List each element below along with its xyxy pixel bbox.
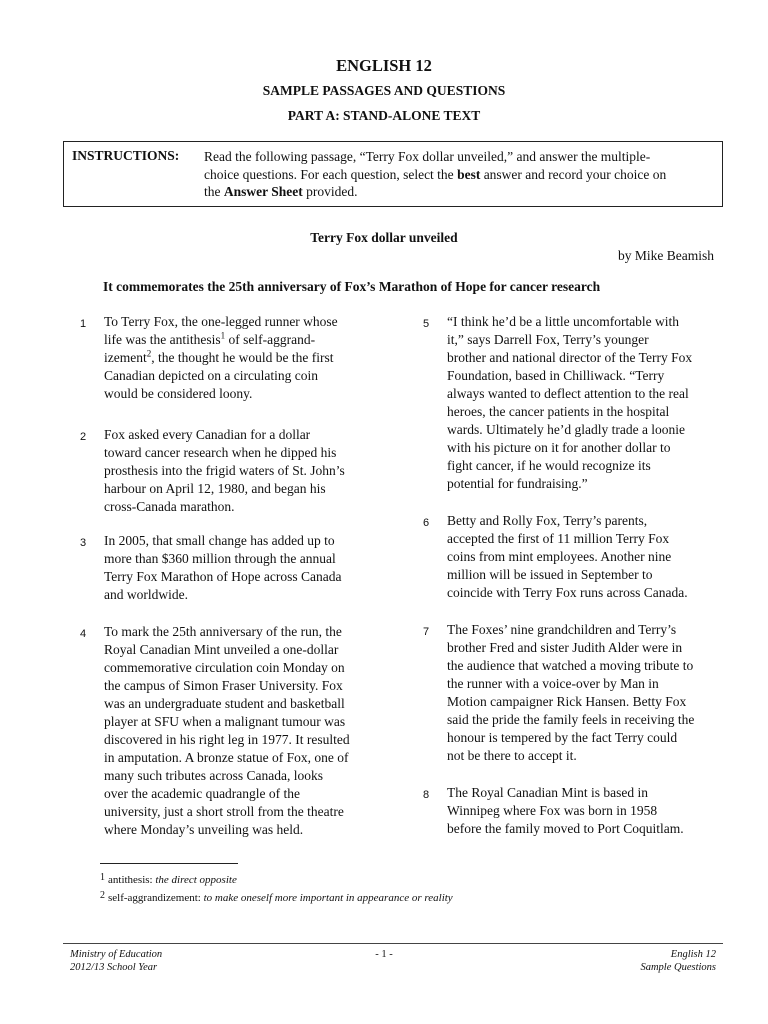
footer-ministry: Ministry of Education bbox=[70, 949, 163, 960]
text-line: always wanted to deflect attention to the real bbox=[447, 386, 689, 401]
text-line: wards. Ultimately he’d gladly trade a loonie bbox=[447, 422, 686, 437]
text-line: potential for fundraising.” bbox=[447, 476, 588, 491]
footnote-ref: 2 bbox=[146, 348, 152, 359]
text-line: and worldwide. bbox=[104, 587, 188, 602]
footer-course: English 12 bbox=[670, 949, 716, 960]
footnote-term: antithesis: bbox=[108, 874, 153, 886]
text-line: it,” says Darrell Fox, Terry’s younger bbox=[447, 332, 649, 347]
passage-subhead: It commemorates the 25th anniversary of Fox’s Marathon of Hope for cancer research bbox=[103, 279, 601, 294]
text-line: honour is tempered by the fact Terry could bbox=[447, 730, 678, 745]
text-line: accepted the first of 11 million Terry Fox bbox=[447, 531, 670, 546]
text-line: Canadian depicted on a circulating coin bbox=[104, 368, 319, 383]
text-line: fight cancer, if he would recognize its bbox=[447, 458, 651, 473]
paragraph-number: 1 bbox=[80, 318, 87, 330]
text-line: player at SFU when a malignant tumour was bbox=[104, 714, 346, 729]
instructions-label: INSTRUCTIONS: bbox=[72, 148, 180, 163]
footnote-divider bbox=[100, 863, 238, 864]
paragraph-number: 8 bbox=[423, 789, 430, 801]
footnote-definition: to make oneself more important in appearance or reality bbox=[203, 892, 453, 904]
instructions-box bbox=[63, 141, 723, 207]
text-line: Motion campaigner Rick Hansen. Betty Fox bbox=[447, 694, 687, 709]
instructions-line: answer and record your choice on bbox=[480, 166, 667, 182]
text-line: , the thought he would be the first bbox=[151, 350, 334, 365]
text-line: discovered in his right leg in 1977. It resulted bbox=[104, 732, 350, 747]
text-line: commemorative circulation coin Monday on bbox=[104, 660, 345, 675]
paragraph-text bbox=[104, 426, 374, 516]
text-line: would be considered loony. bbox=[104, 386, 253, 401]
instructions-line: Read the following passage, “Terry Fox dollar unveiled,” and answer the multiple- bbox=[204, 149, 651, 164]
text-line: brother and national director of the Terry Fox bbox=[447, 350, 693, 365]
paragraph-number: 6 bbox=[423, 517, 430, 529]
paragraph-text bbox=[104, 623, 374, 839]
text-line: Fox asked every Canadian for a dollar bbox=[104, 427, 311, 442]
text-line: of self-aggrand- bbox=[225, 332, 316, 347]
footnote-number: 1 bbox=[100, 872, 105, 883]
text-line: coincide with Terry Fox runs across Canada. bbox=[447, 585, 688, 600]
paragraph-number: 7 bbox=[423, 626, 430, 638]
text-line: heroes, the cancer patients in the hospital bbox=[447, 404, 670, 419]
instructions-emphasis-answer-sheet: Answer Sheet bbox=[223, 184, 303, 199]
text-line: The Foxes’ nine grandchildren and Terry’s bbox=[447, 622, 677, 637]
text-line: “I think he’d be a little uncomfortable with bbox=[447, 314, 680, 329]
text-line: said the pride the family feels in receiving the bbox=[447, 712, 695, 727]
text-line: Terry Fox Marathon of Hope across Canada bbox=[104, 569, 342, 584]
instructions-emphasis-best: best bbox=[457, 166, 481, 182]
paragraph-text bbox=[104, 532, 374, 604]
instructions-text bbox=[204, 148, 716, 201]
page-title: ENGLISH 12 bbox=[336, 56, 432, 75]
passage-title: Terry Fox dollar unveiled bbox=[310, 230, 458, 245]
text-line: with his picture on it for another dollar to bbox=[447, 440, 671, 455]
part-heading: PART A: STAND-ALONE TEXT bbox=[287, 108, 481, 123]
footer-divider bbox=[63, 943, 723, 944]
text-line: Royal Canadian Mint unveiled a one-dollar bbox=[104, 642, 339, 657]
text-line: in amputation. A bronze statue of Fox, one of bbox=[104, 750, 349, 765]
footnote-term: self-aggrandizement: bbox=[108, 892, 201, 904]
text-line: cross-Canada marathon. bbox=[104, 499, 235, 514]
paragraph-number: 5 bbox=[423, 318, 430, 330]
text-line: the campus of Simon Fraser University. Fox bbox=[104, 678, 343, 693]
text-line: In 2005, that small change has added up to bbox=[104, 533, 335, 548]
footnote-1 bbox=[100, 872, 237, 886]
text-line: life was the antithesis bbox=[104, 332, 221, 347]
footer-right bbox=[640, 948, 716, 974]
text-line: university, just a short stroll from the theatre bbox=[104, 804, 344, 819]
text-line: coins from mint employees. Another nine bbox=[447, 549, 672, 564]
paragraph-text bbox=[447, 621, 717, 765]
footnote-2 bbox=[100, 890, 453, 904]
passage-byline: by Mike Beamish bbox=[618, 248, 714, 263]
text-line: was an undergraduate student and basketball bbox=[104, 696, 345, 711]
footer-doc-type: Sample Questions bbox=[640, 962, 716, 973]
footnote-number: 2 bbox=[100, 890, 105, 901]
text-line: Betty and Rolly Fox, Terry’s parents, bbox=[447, 513, 648, 528]
text-line: Foundation, based in Chilliwack. “Terry bbox=[447, 368, 665, 383]
text-line: over the academic quadrangle of the bbox=[104, 786, 301, 801]
paragraph-number: 4 bbox=[80, 628, 87, 640]
text-line: prosthesis into the frigid waters of St. John’s bbox=[104, 463, 345, 478]
text-line: more than $360 million through the annual bbox=[104, 551, 336, 566]
paragraph-text bbox=[104, 313, 374, 403]
paragraph-text bbox=[447, 784, 717, 838]
text-line: izement bbox=[104, 350, 147, 365]
text-line: before the family moved to Port Coquitlam. bbox=[447, 821, 684, 836]
paragraph-number: 2 bbox=[80, 431, 87, 443]
instructions-line: the bbox=[204, 184, 224, 199]
text-line: harbour on April 12, 1980, and began his bbox=[104, 481, 326, 496]
footer-school-year: 2012/13 School Year bbox=[70, 962, 158, 973]
text-line: where Monday’s unveiling was held. bbox=[104, 822, 304, 837]
page-number: - 1 - bbox=[375, 949, 393, 960]
text-line: the runner with a voice-over by Man in bbox=[447, 676, 659, 691]
paragraph-text bbox=[447, 512, 717, 602]
page-subtitle: SAMPLE PASSAGES AND QUESTIONS bbox=[262, 83, 506, 98]
text-line: Winnipeg where Fox was born in 1958 bbox=[447, 803, 658, 818]
text-line: brother Fred and sister Judith Alder were in bbox=[447, 640, 683, 655]
footnote-ref: 1 bbox=[220, 330, 226, 341]
text-line: To mark the 25th anniversary of the run, the bbox=[104, 624, 342, 639]
paragraph-number: 3 bbox=[80, 537, 87, 549]
text-line: not be there to accept it. bbox=[447, 748, 577, 763]
instructions-line: provided. bbox=[302, 184, 358, 199]
text-line: million will be issued in September to bbox=[447, 567, 653, 582]
text-line: The Royal Canadian Mint is based in bbox=[447, 785, 648, 800]
text-line: toward cancer research when he dipped his bbox=[104, 445, 337, 460]
paragraph-text bbox=[447, 313, 717, 493]
instructions-line: choice questions. For each question, select the bbox=[204, 166, 458, 182]
text-line: the audience that watched a moving tribute to bbox=[447, 658, 694, 673]
text-line: To Terry Fox, the one-legged runner whose bbox=[104, 314, 338, 329]
footnote-definition: the direct opposite bbox=[155, 874, 237, 886]
text-line: many such tributes across Canada, looks bbox=[104, 768, 323, 783]
